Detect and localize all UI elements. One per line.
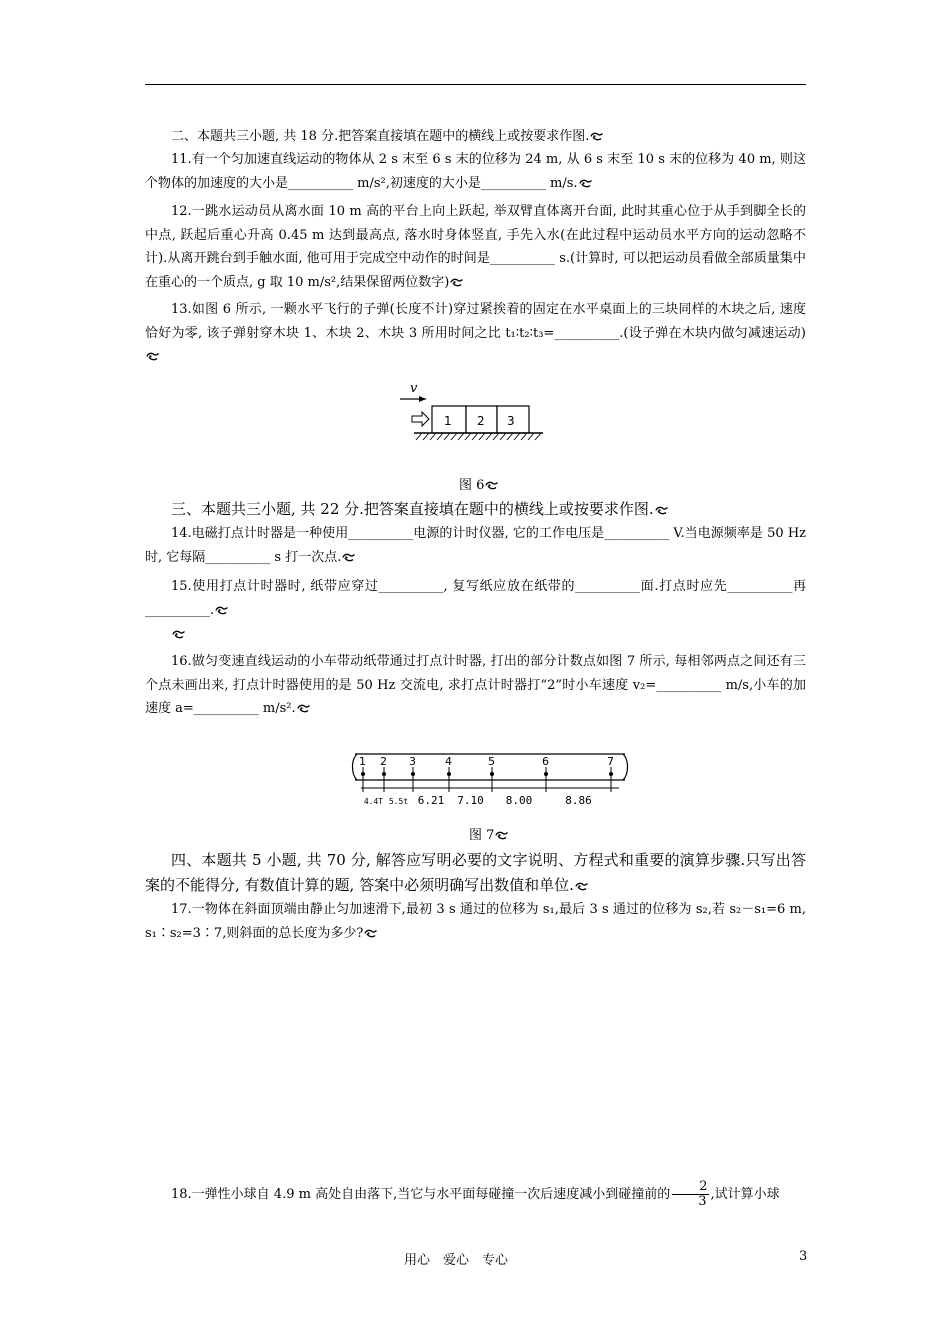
paragraph-mark-icon xyxy=(485,481,499,490)
question-16: 16.做匀变速直线运动的小车带动纸带通过打点计时器, 打出的部分计数点如图 7 所示, 每相邻两点之间还有三个点未画出来, 打点计时器使用的是 50 Hz 交流电, 求打点计时器打“2”时小车速度 v₂=__________ m/s,小车的加速度 a=__________ m/s². xyxy=(145,654,806,716)
paragraph-mark-icon xyxy=(146,352,160,361)
block-1-label: 1 xyxy=(444,414,452,428)
figure-6-caption: 图 6 xyxy=(459,474,499,493)
question-17: 17.一物体在斜面顶端由静止匀加速滑下,最初 3 s 通过的位移为 s₁,最后 3 s 通过的位移为 s₂,若 s₂－s₁=6 m, s₁∶s₂=3∶7,则斜面的总长度为多少? xyxy=(145,902,806,941)
block-3-label: 3 xyxy=(507,414,515,428)
paragraph-mark-icon xyxy=(172,630,186,639)
tape-dot xyxy=(361,772,365,776)
paragraph-mark-icon xyxy=(655,506,669,515)
tape-dot xyxy=(447,772,451,776)
header-rule xyxy=(145,84,806,85)
tape-dot xyxy=(490,772,494,776)
paragraph-mark-icon xyxy=(215,606,229,615)
question-18: 18.一弹性小球自 4.9 m 高处自由落下,当它与水平面每碰撞一次后速度减小到碰撞前的 $\frac{2}{3}$ ,试计算小球 xyxy=(171,1179,780,1209)
paragraph-mark-icon xyxy=(495,831,509,840)
tape-point-label: 2 xyxy=(380,755,387,768)
figure-7-caption: 图 7 xyxy=(469,824,509,843)
tape-point-label: 1 xyxy=(359,755,366,768)
paragraph-mark-icon xyxy=(590,132,604,141)
section3-heading: 三、本题共三小题, 共 22 分.把答案直接填在题中的横线上或按要求作图. xyxy=(145,497,806,522)
question-15: 15.使用打点计时器时, 纸带应穿过__________, 复写纸应放在纸带的__________面.打点时应先__________再__________. xyxy=(145,579,806,618)
paragraph-mark-icon xyxy=(579,179,593,188)
tape-distance-label: 6.21 xyxy=(417,794,445,807)
tape-point-label: 6 xyxy=(542,755,549,768)
question-13: 13.如图 6 所示, 一颗水平飞行的子弹(长度不计)穿过紧挨着的固定在水平桌面上的三块同样的木块之后, 速度恰好为零, 该子弹射穿木块 1、木块 2、木块 3 所用时间之比 t₁∶t₂∶t₃=__________.(设子弹在木块内做匀减速运动) xyxy=(145,298,806,369)
question-11: 11.有一个匀加速直线运动的物体从 2 s 末至 6 s 末的位移为 24 m, 从 6 s 末至 10 s 末的位移为 40 m, 则这个物体的加速度的大小是__________ m/s²,初速度的大小是__________ m/s. xyxy=(145,152,806,191)
footer-motto: 用心 爱心 专心 xyxy=(404,1253,509,1268)
tape-distance-label: 7.10 xyxy=(457,794,484,807)
tape-distance-label: 8.00 xyxy=(505,794,533,807)
paragraph-mark-icon xyxy=(297,704,311,713)
block-2-label: 2 xyxy=(477,414,485,428)
tape-dot xyxy=(544,772,548,776)
fraction: $\frac{2}{3}$ xyxy=(672,1180,708,1209)
question-12: 12.一跳水运动员从离水面 10 m 高的平台上向上跃起, 举双臂直体离开台面, 此时其重心位于从手到脚全长的中点, 跃起后重心升高 0.45 m 达到最高点, 落水时身体竖直, 手先入水(在此过程中运动员水平方向的运动忽略不计).从离开跳台到手触水面, 他可用于完成空中动作的时间是__________ s.(计算时, 可以把运动员看做全部质量集中在重心的一个质点, g 取 10 m/s²,结果保留两位数字) xyxy=(145,204,806,290)
tape-dot xyxy=(382,772,386,776)
figure-7-tape xyxy=(347,748,632,808)
paragraph-mark-icon xyxy=(342,553,356,562)
tape-point-label: 7 xyxy=(607,755,614,768)
section2-heading: 二、本题共三小题, 共 18 分.把答案直接填在题中的横线上或按要求作图. xyxy=(145,125,806,149)
tape-point-label: 5 xyxy=(488,755,495,768)
paragraph-mark-icon xyxy=(450,278,464,287)
tape-point-label: 3 xyxy=(409,755,416,768)
paragraph-mark-icon xyxy=(364,929,378,938)
question-14: 14.电磁打点计时器是一种使用__________电源的计时仪器, 它的工作电压是__________ V.当电源频率是 50 Hz 时, 它每隔__________ s 打一次点. xyxy=(145,526,806,565)
section4-heading: 四、本题共 5 小题, 共 70 分, 解答应写明必要的文字说明、方程式和重要的演算步骤.只写出答案的不能得分, 有数值计算的题, 答案中必须明确写出数值和单位. xyxy=(145,851,806,894)
tape-point-label: 4 xyxy=(445,755,452,768)
tape-dot xyxy=(609,772,613,776)
paragraph-mark-icon xyxy=(575,882,589,891)
tape-distance-label: 5.5t xyxy=(388,797,409,806)
tape-dot xyxy=(411,772,415,776)
page-number: 3 xyxy=(799,1249,808,1264)
figure-6-bullet-blocks xyxy=(400,378,550,448)
tape-distance-label: 8.86 xyxy=(565,794,592,807)
velocity-label: v xyxy=(410,381,418,396)
empty-paragraph xyxy=(145,623,806,647)
tape-distance-label: 4.4T xyxy=(363,797,384,806)
